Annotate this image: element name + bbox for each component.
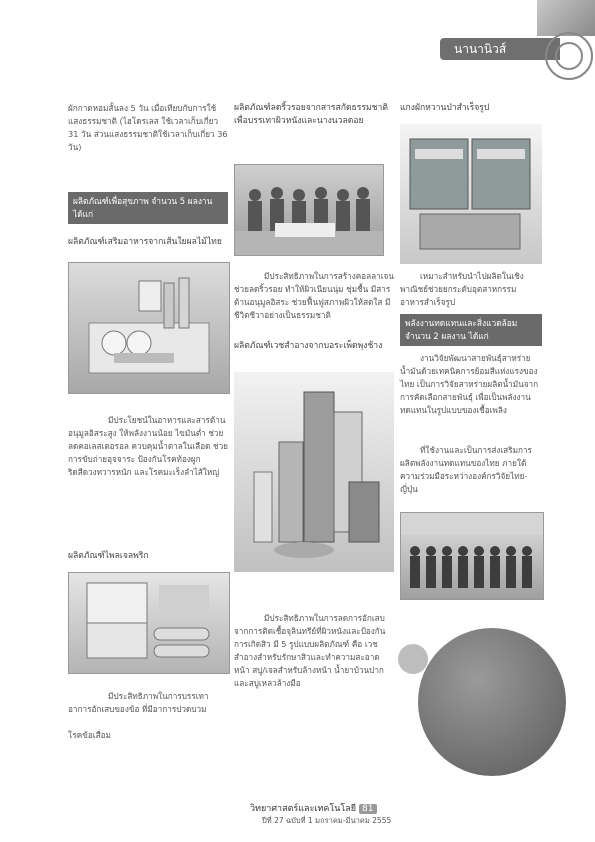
item2-text-end: โรคข้อเสื่อม [68, 730, 111, 740]
product-illustration [400, 124, 542, 264]
item6-text: งานวิจัยพัฒนาสายพันธุ์สาหร่ายน้ำมันด้วยเทคนิคการย้อมสีแห่งแรงของไทย เป็นการวิจัยสาหร่ายผลิตน้ำมันจากการคัดเลือกสายพันธุ์ เพื่อเป็นพลังงานทดแทนในรูปแบบของเชื้อเพลิง [400, 353, 539, 415]
product-illustration [234, 372, 394, 572]
item5-title: แกงผักหวานป่าสำเร็จรูป [400, 103, 490, 113]
item2-title: ผลิตภัณฑ์ไพลเจลพริก [68, 551, 149, 561]
small-circle-decoration [398, 644, 428, 674]
page-number: 81 [359, 804, 376, 814]
item2-text: มีประสิทธิภาพในการบรรเทาอาการอักเสบของข้อ ที่มีอาการปวดบวม [68, 691, 209, 714]
curry-package-photo [400, 124, 542, 264]
item3-title: ผลิตภัณฑ์ลดริ้วรอยจากสารสกัดธรรมชาติเพื่อบรรเทาผิวหนังและนางนวลดอย [234, 103, 388, 126]
item3-text: มีประสิทธิภาพในการสร้างคอลลาเจน ช่วยลดริ้วรอย ทำให้ผิวเนียนนุ่ม ชุ่มชื้น มีสารต้านอนุมูลอิสระ ช่วยฟื้นฟูสภาพผิวให้สดใส มีชีวิตชีวาอย่างเป็นธรรมชาติ [234, 271, 394, 320]
award-group-photo [234, 164, 384, 256]
item4-text: มีประสิทธิภาพในการลดการอักเสบจากการติดเชื้อจุลินทรีย์ที่ผิวหนังและป้องกันการเกิดสิว มี 5 รูปแบบผลิตภัณฑ์ คือ เวชสำอางสำหรับรักษาสิวและทำความสะอาดหน้า สบู่/เจลสำหรับล้างหน้า น้ำยาบ้วนปาก และสบู่เหลวล้างมือ [234, 613, 386, 688]
large-circle-decoration [418, 628, 566, 776]
cosmetic-product-photo [234, 372, 394, 572]
col1-section-heading: ผลิตภัณฑ์เพื่อสุขภาพ จำนวน 5 ผลงาน ได้แก่ [68, 192, 228, 224]
journal-title: วิทยาศาสตร์และเทคโนโลยี [250, 804, 357, 814]
footer-issue: ปีที่ 27 ฉบับที่ 1 มกราคม-มีนาคม 2555 [262, 816, 392, 825]
item5-text: เหมาะสำหรับนำไปผลิตในเชิงพาณิชย์ช่วยยกระดับอุตสาหกรรมอาหารสำเร็จรูป [400, 271, 524, 307]
col3-section-heading: พลังงานทดแทนและสิ่งแวดล้อม จำนวน 2 ผลงาน ได้แก่ [400, 314, 542, 346]
section-tab: นานานิวส์ [440, 38, 560, 60]
item4-title: ผลิตภัณฑ์เวชสำอางจากบอระเพ็ดพุงช้าง [234, 341, 383, 351]
target-inner-circle-decoration [555, 42, 583, 70]
item1-text: มีประโยชน์ในอาหารและสารต้านอนุมูลอิสระสูง ให้พลังงานน้อย ไขมันต่ำ ช่วยลดคอเลสเตอรอล ควบคุมน้ำตาลในเลือด ช่วยการขับถ่ายอุจจาระ ป้องกันโรคท้องผูก ริดสีดวงทวารหนัก และโรคมะเร็งลำไส้ใหญ่ [68, 415, 228, 477]
people-illustration [401, 513, 543, 599]
item6-text2: ที่ใช้งานและเป็นการส่งเสริมการผลิตพลังงานทดแทนของไทย ภายใต้ความร่วมมือระหว่างองค์กรวิจัยไทย-ญี่ปุ่น [400, 445, 532, 494]
footer-journal [250, 801, 377, 815]
product-illustration [69, 263, 229, 393]
plai-gel-product-photo [68, 572, 230, 674]
people-illustration [235, 165, 383, 255]
col1-intro-text: ผักกาดหอมสั้นลง 5 วัน เมื่อเทียบกับการใช้แสงธรรมชาติ (ไฮโดรเลส ใช้เวลาเก็บเกี่ยว 31 วัน ส่วนแสงธรรมชาติใช้เวลาเก็บเกี่ยว 36 วัน) [68, 103, 228, 152]
research-group-photo [400, 512, 544, 600]
fruit-fiber-product-photo [68, 262, 230, 394]
corner-decoration [537, 0, 595, 36]
product-illustration [69, 573, 229, 673]
item1-title: ผลิตภัณฑ์เสริมอาหารจากเส้นใยผลไม้ไทย [68, 237, 222, 247]
